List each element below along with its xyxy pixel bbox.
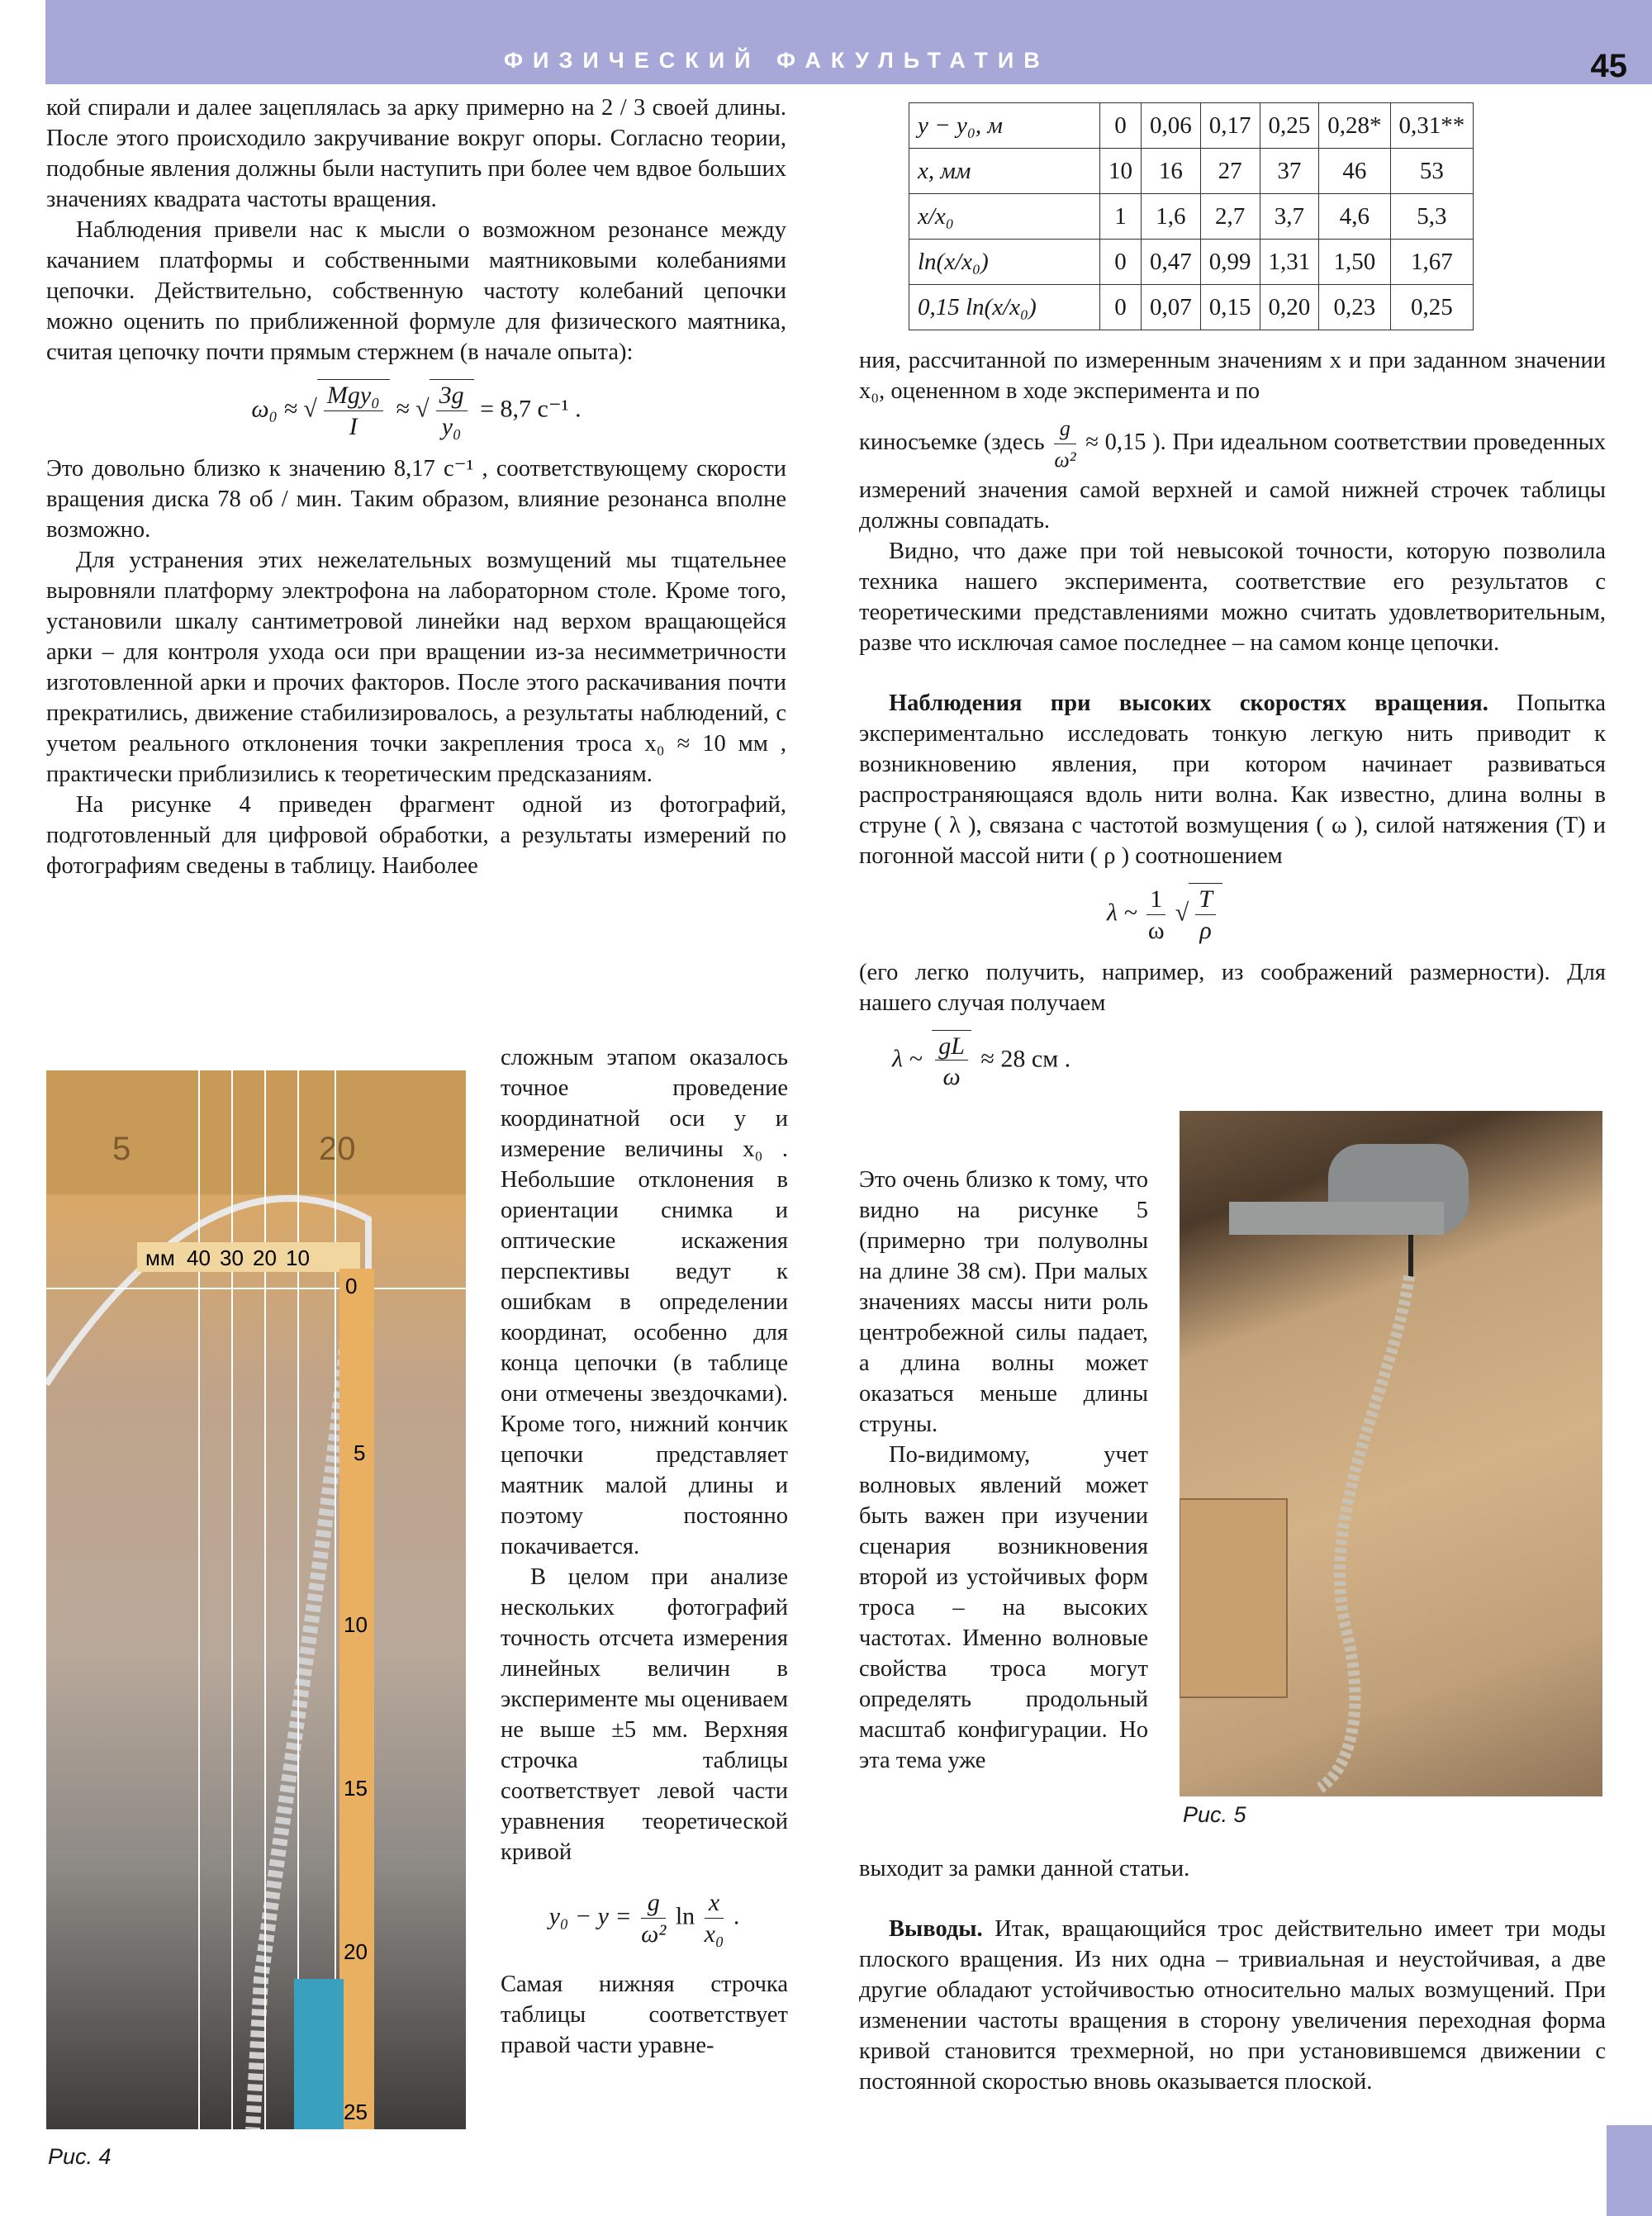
right-paragraph-6 xyxy=(859,1914,1606,2097)
formula-omega0-mid: ≈ xyxy=(396,395,410,423)
right-paragraph-3 xyxy=(859,688,1606,871)
formula-curve-num2: x xyxy=(705,1887,724,1919)
formula-omega0-num1: Mgy₀ xyxy=(324,380,383,411)
right-paragraph-4: (его легко получить, например, из соображений размерности). Для нашего случая получаем xyxy=(859,960,1606,1016)
formula-estimate-lhs: λ ~ xyxy=(892,1045,923,1073)
formula-curve xyxy=(501,1887,788,1949)
formula-estimate-rhs: ≈ 28 см . xyxy=(980,1045,1071,1073)
formula-curve-ln: ln xyxy=(675,1902,695,1930)
side-scale-20: 20 xyxy=(344,1939,368,1964)
side-scale-5: 5 xyxy=(354,1440,366,1465)
table-cell: 0 xyxy=(1100,103,1142,149)
formula-wavelength-num: 1 xyxy=(1146,884,1165,915)
formula-curve-den: ω² xyxy=(641,1920,667,1948)
table-row-label: x, мм xyxy=(909,149,1100,194)
right-column-bottom xyxy=(859,1853,1606,2097)
table-cell: 46 xyxy=(1319,149,1390,194)
top-scale-unit: мм xyxy=(145,1246,175,1270)
left-paragraph-2: Наблюдения привели нас к мысли о возможном резонансе между качанием платформы и собственными маятниковыми колебаниями цепочки. Действительно, собственную частоту колебаний цепочки можно оценить по приближенной формуле для физического маятника, считая цепочку почти прямым стержнем (в начале опыта): xyxy=(46,217,786,365)
table-row-label: y − y₀, м xyxy=(909,103,1100,149)
right-paragraph-6-body: Итак, вращающийся трос действительно имеет три моды плоского вращения. Из них одна – тривиальная и неустойчивая, а две другие обладают устойчивостью относительно малых возмущений. При изменении частоты вращения в сторону увеличения переходная форма кривой становится трехмерной, но при установившемся движении с постоянной скоростью вновь оказывается плоской. xyxy=(859,1916,1606,2095)
table-cell: 0,23 xyxy=(1319,285,1390,330)
table-cell: 0 xyxy=(1100,285,1142,330)
table-row-label: x/x₀ xyxy=(909,194,1100,240)
corner-tab xyxy=(1607,2125,1652,2216)
table-cell: 37 xyxy=(1260,149,1319,194)
section-heading-conclusions: Выводы. xyxy=(889,1916,983,1942)
table-cell: 16 xyxy=(1142,149,1201,194)
page-number: 45 xyxy=(1590,48,1627,84)
section-heading-high-speed: Наблюдения при высоких скоростях вращения. xyxy=(889,690,1488,716)
side-ruler xyxy=(339,1269,374,2129)
formula-curve-den2: x₀ xyxy=(704,1920,724,1948)
clamp-bracket xyxy=(1229,1202,1444,1235)
left-paragraph-4: Для устранения этих нежелательных возмущений мы тщательнее выровняли платформу электрофона на лабораторном столе. Кроме того, установили шкалу сантиметровой линейки над верхом вращающейся арки – для контроля ухода оси при вращении из-за несимметричности изготовленной арки и прочих факторов. После этого раскачивания почти прекратились, движение стабилизировалось, а результаты наблюдений, с учетом реального отклонения точки закрепления троса x₀ ≈ 10 мм , практически приблизились к теоретическим предсказаниям. xyxy=(46,548,786,787)
formula-omega0-rhs: = 8,7 с⁻¹ . xyxy=(480,395,582,423)
right-paragraph-2: Видно, что даже при той невысокой точности, которую позволила техника нашего эксперимента, соответствие его результатов с теоретическими представлениями можно считать удовлетворительным, разве что исключая самое последнее – на самом конце цепочки. xyxy=(859,539,1606,656)
table-cell: 1,31 xyxy=(1260,240,1319,285)
chain-wave xyxy=(1320,1276,1409,1788)
ruler-mark-20: 20 xyxy=(319,1131,356,1167)
table-cell: 53 xyxy=(1390,149,1474,194)
formula-wavelength-lhs: λ ~ xyxy=(1107,899,1137,927)
formula-curve-lhs: y₀ − y = xyxy=(548,1902,632,1930)
left-narrow-paragraph-3: Самая нижняя строчка таблицы соответствует правой части уравне- xyxy=(501,1972,788,2058)
figure-5-photo xyxy=(1180,1111,1602,1796)
table-cell: 0,25 xyxy=(1390,285,1474,330)
table-row xyxy=(909,103,1474,149)
table-cell: 0,20 xyxy=(1260,285,1319,330)
cabinet-drawer xyxy=(1180,1499,1287,1697)
figure-5-drawing xyxy=(1180,1111,1602,1796)
table-cell: 5,3 xyxy=(1390,194,1474,240)
left-paragraph-3: Это довольно близко к значению 8,17 с⁻¹ , соответствующему скорости вращения диска 78 об / мин. Таким образом, влияние резонанса вполне возможно. xyxy=(46,456,786,543)
figure-4-caption: Рис. 4 xyxy=(48,2144,112,2169)
side-scale-10: 10 xyxy=(344,1612,368,1637)
left-paragraph-5: На рисунке 4 приведен фрагмент одной из фотографий, подготовленный для цифровой обработки, а результаты измерений по фотографиям сведены в таблицу. Наиболее xyxy=(46,792,786,879)
table-cell: 0,25 xyxy=(1260,103,1319,149)
table-row xyxy=(909,285,1474,330)
table-cell: 0,47 xyxy=(1142,240,1201,285)
left-narrow-column xyxy=(501,1042,788,2061)
table-cell: 3,7 xyxy=(1260,194,1319,240)
right-column-top xyxy=(859,345,1606,1103)
left-narrow-paragraph-2: В целом при анализе нескольких фотографий точность отсчета измерения линейных величин в эксперименте мы оцениваем не выше ±5 мм. Верхняя строчка таблицы соответствует левой части уравнения теоретической кривой xyxy=(501,1564,788,1865)
ratio-den: ω² xyxy=(1054,448,1076,472)
top-scale-10: 10 xyxy=(286,1246,310,1270)
table-cell: 2,7 xyxy=(1200,194,1260,240)
right-narrow-paragraph-1: Это очень близко к тому, что видно на рисунке 5 (примерно три полуволны на длине 38 см). При малых значениях массы нити роль центробежной силы падает, а длина волны может оказаться меньше длины струны. xyxy=(859,1167,1148,1437)
right-paragraph-1: ния, рассчитанной по измеренным значениям x и при заданном значении x₀, оцененном в ходе эксперимента и по xyxy=(859,348,1606,404)
formula-omega0-num2: 3g xyxy=(436,380,468,411)
left-column-top xyxy=(46,93,786,881)
side-scale-0: 0 xyxy=(345,1274,358,1298)
formula-estimate xyxy=(892,1030,1606,1092)
top-scale-30: 30 xyxy=(220,1246,244,1270)
table-cell: 0,07 xyxy=(1142,285,1201,330)
blue-box xyxy=(294,1979,344,2129)
left-narrow-paragraph-1: сложным этапом оказалось точное проведение координатной оси y и измерение величины x₀ . Небольшие отклонения в ориентации снимка и оптические искажения перспективы ведут к ошибкам в определении координат, особенно для конца цепочки (в таблице они отмечены звездочками). Кроме того, нижний кончик цепочки представляет маятник малой длины и поэтому постоянно покачивается. xyxy=(501,1045,788,1559)
formula-wavelength-den: ω xyxy=(1147,917,1165,944)
table-row xyxy=(909,194,1474,240)
figure-4-photo xyxy=(46,1070,466,2129)
table-cell: 27 xyxy=(1200,149,1260,194)
ruler-mark-5: 5 xyxy=(112,1131,131,1167)
formula-curve-end: . xyxy=(733,1902,740,1930)
formula-estimate-num: gL xyxy=(935,1032,968,1061)
left-paragraph-1: кой спирали и далее зацеплялась за арку примерно на 2 / 3 своей длины. После этого происходило закручивание вокруг опоры. Согласно теории, подобные явления должны были наступить при более чем вдвое больших значениях квадрата частоты вращения. xyxy=(46,95,786,212)
top-scale-20: 20 xyxy=(253,1246,277,1270)
page-header xyxy=(45,0,1652,84)
right-paragraph-3-body: Попытка экспериментально исследовать тонкую легкую нить приводит к возникновению явления, при котором начинает развиваться распространяющаяся вдоль нити волна. Как известно, длина волны в струне ( λ ), связана с частотой возмущения ( ω ), силой натяжения (T) и погонной массой нити ( ρ ) соотношением xyxy=(859,690,1607,869)
measurement-table xyxy=(909,102,1474,330)
table-cell: 0,31** xyxy=(1390,103,1474,149)
formula-estimate-den: ω xyxy=(942,1063,961,1090)
right-narrow-column xyxy=(859,1165,1148,1776)
formula-omega0-den2: y₀ xyxy=(441,413,462,440)
table-cell: 0 xyxy=(1100,240,1142,285)
ruler-strip xyxy=(46,1070,466,1194)
ratio-num: g xyxy=(1054,413,1075,444)
table-cell: 1,67 xyxy=(1390,240,1474,285)
right-paragraph-1b-post: ≈ 0,15 ). При идеальном соответствии проведенных измерений значения самой верхней и самой нижней строчек таблицы должны совпадать. xyxy=(859,429,1606,534)
section-title: ФИЗИЧЕСКИЙ ФАКУЛЬТАТИВ xyxy=(504,48,1050,73)
table-cell: 4,6 xyxy=(1319,194,1390,240)
table-row-label: ln(x/x₀) xyxy=(909,240,1100,285)
table-cell: 1,6 xyxy=(1142,194,1201,240)
top-scale-40: 40 xyxy=(187,1246,211,1270)
formula-omega0-den1: I xyxy=(349,413,358,440)
table-cell: 0,15 xyxy=(1200,285,1260,330)
table-cell: 0,99 xyxy=(1200,240,1260,285)
formula-omega0-lhs: ω₀ ≈ xyxy=(251,395,297,423)
formula-wavelength-num2: T xyxy=(1195,884,1216,915)
side-scale-25: 25 xyxy=(344,2100,368,2124)
right-paragraph-1b-pre: киносъемке (здесь xyxy=(859,429,1045,456)
figure-4-drawing xyxy=(46,1070,466,2129)
table-row-label: 0,15 ln(x/x₀) xyxy=(909,285,1100,330)
right-narrow-paragraph-2: По-видимому, учет волновых явлений может быть важен при изучении сценария возникновения второй из устойчивых форм троса – на высоких частотах. Именно волновые свойства троса могут определять продольный масштаб конфигурации. Но эта тема уже xyxy=(859,1442,1148,1773)
right-paragraph-5: выходит за рамки данной статьи. xyxy=(859,1856,1190,1881)
formula-wavelength: λ ~ $\frac{1}{\omega}$ √ $\frac{T}{\rho}$ xyxy=(1107,883,1606,946)
right-paragraph-1b xyxy=(859,413,1606,536)
table-cell: 0,06 xyxy=(1142,103,1201,149)
table-row xyxy=(909,149,1474,194)
formula-curve-num: g xyxy=(641,1887,666,1919)
table-cell: 1 xyxy=(1100,194,1142,240)
table-cell: 1,50 xyxy=(1319,240,1390,285)
table-cell: 10 xyxy=(1100,149,1142,194)
table-cell: 0,17 xyxy=(1200,103,1260,149)
formula-omega0: ω₀ ≈ √ $\frac{\text{Mgy₀}}{I}$ ≈ √ $\frac{3g}{\text{y₀}}$ = 8,7 с⁻¹ . xyxy=(46,379,786,442)
side-scale-15: 15 xyxy=(344,1776,368,1801)
table-row xyxy=(909,240,1474,285)
table-cell: 0,28* xyxy=(1319,103,1390,149)
formula-wavelength-den2: ρ xyxy=(1199,917,1212,944)
figure-5-caption: Рис. 5 xyxy=(1183,1802,1246,1827)
